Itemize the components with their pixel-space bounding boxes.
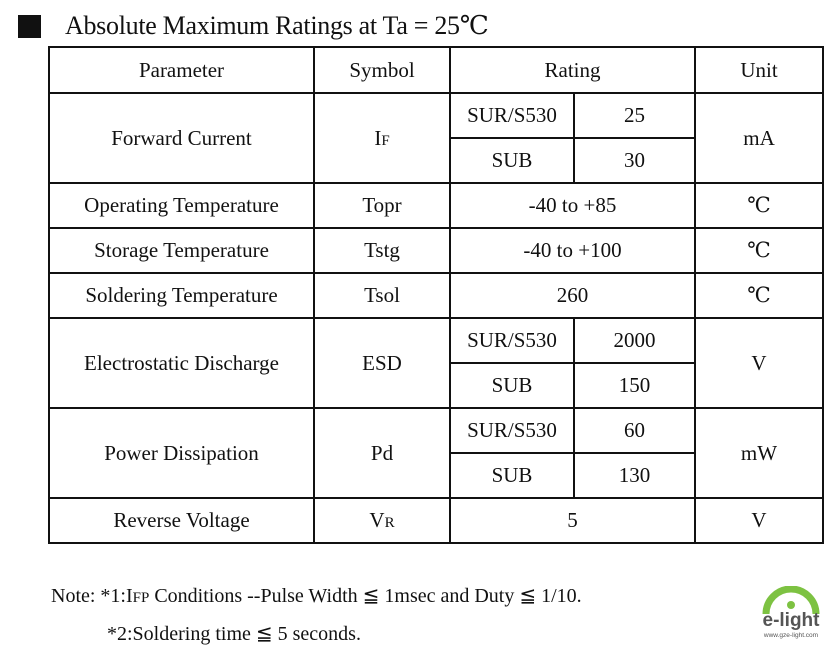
unit-cell: V (695, 318, 823, 408)
parameter-cell: Soldering Temperature (49, 273, 314, 318)
table-row (49, 228, 823, 273)
header-parameter: Parameter (49, 47, 314, 93)
unit-cell: ℃ (695, 183, 823, 228)
heading-bullet (18, 15, 41, 38)
note-2: *2:Soldering time ≦ 5 seconds. (107, 623, 361, 645)
header-rating: Rating (450, 47, 695, 93)
rating-cell: 5 (450, 498, 695, 543)
logo-url: www.gze-light.com (763, 632, 819, 639)
parameter-cell: Electrostatic Discharge (49, 318, 314, 408)
rating-value-cell: 25 (574, 93, 695, 138)
symbol-subscript: F (381, 132, 390, 149)
symbol-main: V (369, 508, 385, 532)
rating-cell: -40 to +85 (450, 183, 695, 228)
logo-dot (787, 601, 795, 609)
rating-label-cell: SUR/S530 (450, 93, 574, 138)
rating-label-cell: SUB (450, 453, 574, 498)
rating-label-cell: SUR/S530 (450, 318, 574, 363)
header-row (49, 47, 823, 93)
rating-value-cell: 60 (574, 408, 695, 453)
parameter-cell: Forward Current (49, 93, 314, 183)
parameter-cell: Storage Temperature (49, 228, 314, 273)
rating-value-cell: 150 (574, 363, 695, 408)
note-1 (51, 583, 582, 608)
symbol-cell: ESD (314, 318, 450, 408)
rating-label-cell: SUR/S530 (450, 408, 574, 453)
unit-cell: ℃ (695, 228, 823, 273)
symbol-main: I (374, 125, 382, 150)
table-row (49, 498, 823, 543)
rating-label-cell: SUB (450, 138, 574, 183)
rating-cell: -40 to +100 (450, 228, 695, 273)
symbol-cell: Tstg (314, 228, 450, 273)
symbol-cell: Tsol (314, 273, 450, 318)
symbol-cell: Topr (314, 183, 450, 228)
note-1-prefix: Note: *1:I (51, 585, 133, 607)
symbol-cell (314, 498, 450, 543)
table-row (49, 93, 823, 138)
header-symbol: Symbol (314, 47, 450, 93)
rating-label-cell: SUB (450, 363, 574, 408)
header-unit: Unit (695, 47, 823, 93)
table-row (49, 408, 823, 453)
rating-value-cell: 130 (574, 453, 695, 498)
page-title: Absolute Maximum Ratings at Ta = 25℃ (65, 11, 489, 40)
unit-cell: mW (695, 408, 823, 498)
parameter-cell: Operating Temperature (49, 183, 314, 228)
e-light-logo (748, 586, 834, 640)
table-row (49, 183, 823, 228)
table-row (49, 273, 823, 318)
parameter-cell: Power Dissipation (49, 408, 314, 498)
unit-cell: V (695, 498, 823, 543)
rating-value-cell: 2000 (574, 318, 695, 363)
unit-cell: mA (695, 93, 823, 183)
symbol-subscript: R (384, 515, 395, 531)
rating-cell: 260 (450, 273, 695, 318)
symbol-cell: Pd (314, 408, 450, 498)
symbol-cell (314, 93, 450, 183)
ratings-table (48, 46, 824, 544)
note-1-subscript: FP (132, 590, 150, 606)
table-row (49, 318, 823, 363)
section-heading (18, 10, 489, 42)
note-1-text: Conditions --Pulse Width ≦ 1msec and Duty ≦ 1/10. (149, 585, 582, 607)
logo-text: e-light (762, 610, 820, 631)
rating-value-cell: 30 (574, 138, 695, 183)
parameter-cell: Reverse Voltage (49, 498, 314, 543)
unit-cell: ℃ (695, 273, 823, 318)
